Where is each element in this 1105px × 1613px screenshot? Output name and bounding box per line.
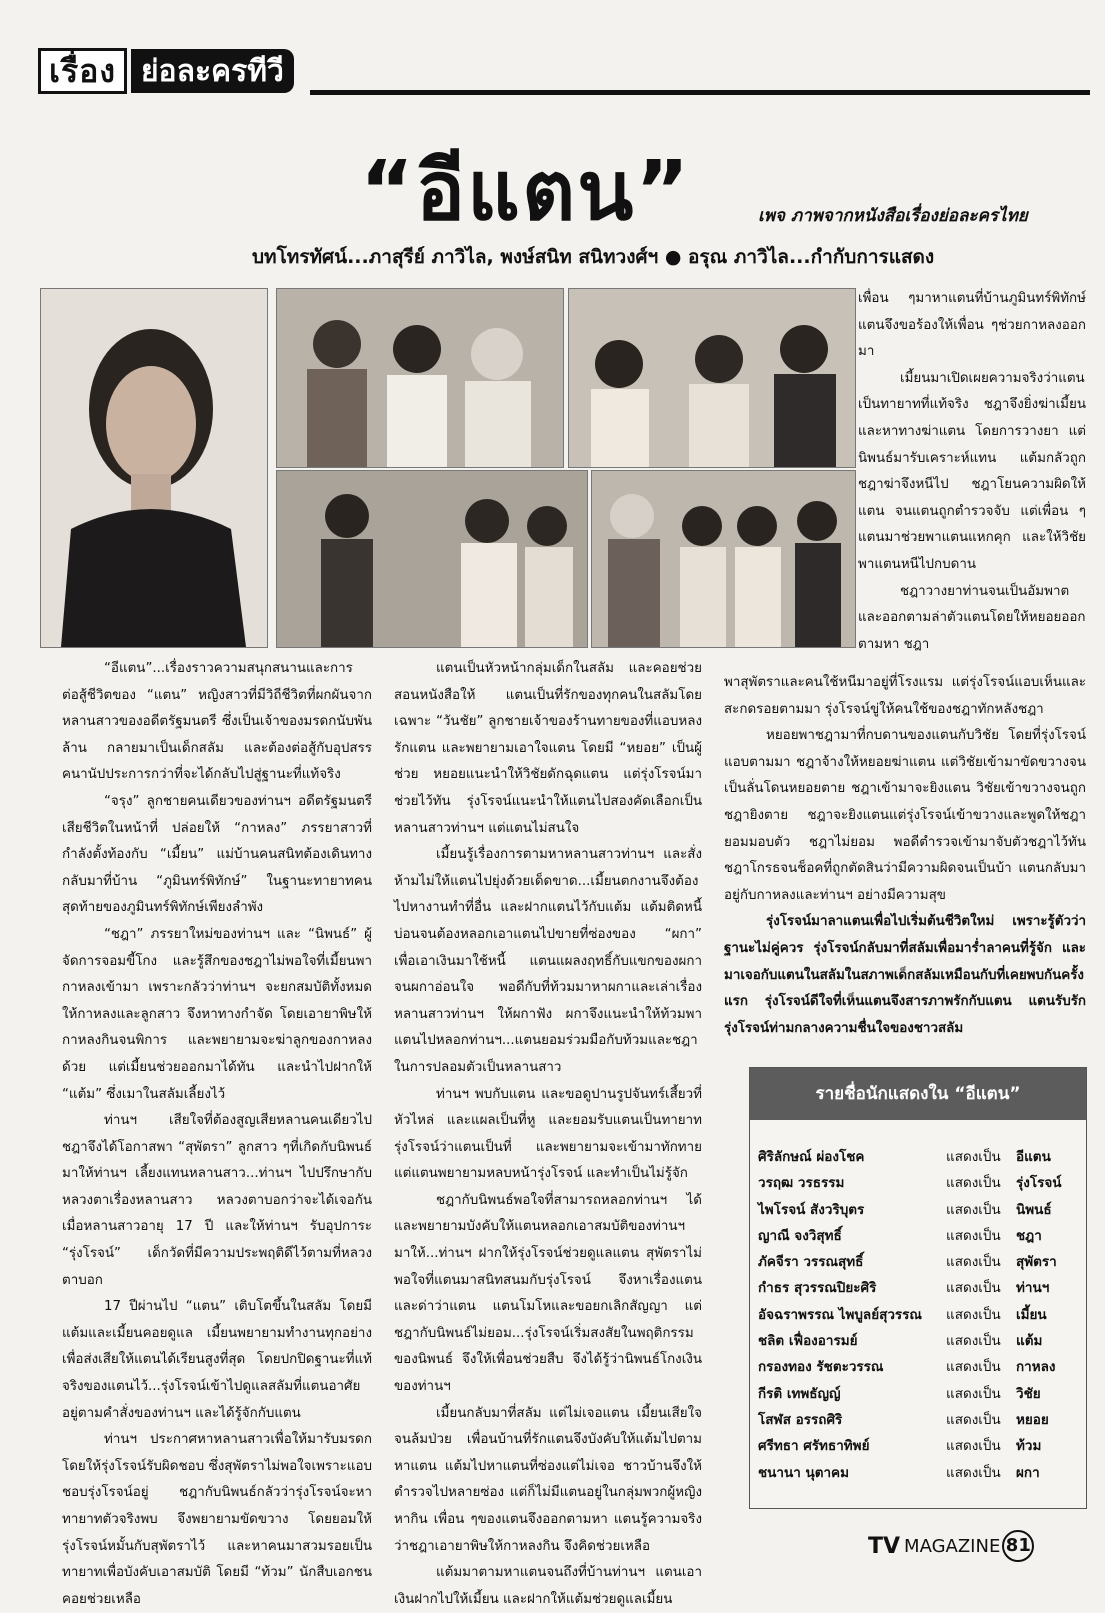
lead-actress-photo [40,288,268,648]
cast-row [758,1302,1078,1328]
cast-actor: ชลิต เฟื่องอารมย์ [758,1333,858,1350]
paragraph: ท่านฯ ประกาศหาหลานสาวเพื่อให้มารับมรดก โดยให้รุ่งโรจน์รับผิดชอบ ซึ่งสุพัตราไม่พอใจเพราะแอบชอบรุ่งโรจน์อยู่ ชฎากับนิพนธ์กลัวว่ารุ่งโรจน์จะหาทายาทตัวจริงพบ จึงพยายามขัดขวาง โดยยอมให้รุ่งโรจน์หมั้นกับสุพัตราไว้ และหาคนมาสวมรอยเป็นทายาทเพื่อบังคับเอาสมบัติ โดยมี “ท้วม” นักสืบเอกชนคอยช่วยเหลือ [62,1432,372,1607]
paragraph: ชฎาวางยาท่านจนเป็นอัมพาต และออกตามล่าตัวแตนโดยให้หยอยออกตามหา ชฎา [858,583,1086,652]
cast-plays-label: แสดงเป็น [946,1359,1001,1376]
cast-role: ท่านฯ [1016,1280,1050,1297]
cast-plays-label: แสดงเป็น [946,1411,1001,1428]
paragraph: แตนเป็นหัวหน้ากลุ่มเด็กในสลัม และคอยช่วยสอนหนังสือให้ แตนเป็นที่รักของทุกคนในสลัมโดยเฉพาะ “วันชัย” ลูกชายเจ้าของร้านทายของที่แอบหลงรักแตน และพยายามเอาใจแตน โดยมี “หยอย” เป็นผู้ช่วย หยอยแนะนำให้วิชัยดักฉุดแตน แต่รุ่งโรจน์มาช่วยไว้ทัน รุ่งโรจน์แนะนำให้แตนไปสองคัดเลือกเป็นหลานสาวท่านฯ แต่แตนไม่สนใจ [394,661,702,836]
cast-plays-label: แสดงเป็น [946,1385,1001,1402]
cast-plays-label: แสดงเป็น [946,1201,1001,1218]
paragraph: แต้มมาตามหาแตนจนถึงที่บ้านท่านฯ แตนเอาเงินฝากไปให้เมี้ยน และฝากให้แต้มช่วยดูแลเมี้ยน [394,1565,702,1607]
cast-role: กาหลง [1016,1359,1056,1376]
magazine-logo-text: MAGAZINE [904,1535,1001,1557]
cast-row [758,1275,1078,1301]
cast-role: ผกา [1016,1464,1040,1481]
paragraph: เมี้ยนกลับมาที่สลัม แต่ไม่เจอแตน เมี้ยนเสียใจจนล้มป่วย เพื่อนบ้านที่รักแตนจึงบังคับให้แต้มไปตามหาแตน แต้มไปหาแตนที่ซ่องแต่ไม่เจอ ชาวบ้านจึงให้ตำรวจไปหลายซ่อง แต่ก็ไม่มีแตนอยู่ในกลุ่มพวกผู้หญิงหากิน เพื่อน ๆของแตนจึงออกตามหา แตนรู้ความจริงว่าชฎาเอายาพิษให้กาหลงกิน จึงคิดช่วยเหลือ [394,1405,702,1554]
cast-role: ท้วม [1016,1438,1042,1455]
paragraph: ท่านฯ เสียใจที่ต้องสูญเสียหลานคนเดียวไป ชฎาจึงได้โอกาสพา “สุพัตรา” ลูกสาว ๆที่เกิดกับนิพนธ์มาให้ท่านฯ เลี้ยงแทนหลานสาว...ท่านฯ ไปปรึกษากับหลวงตาเรื่องหลานสาว หลวงตาบอกว่าจะได้เจอกันเมื่อหลานสาวอายุ 17 ปี และให้ท่านฯ รับอุปการะ “รุ่งโรจน์” เด็กวัดที่มีความประพฤติดีไว้ตามที่หลวงตาบอก [62,1113,372,1288]
cast-role: นิพนธ์ [1016,1201,1052,1218]
paragraph: พาสุพัตราและคนใช้หนีมาอยู่ที่โรงแรม แต่รุ่งโรจน์แอบเห็นและสะกดรอยตามมา รุ่งโรจน์ขู่ให้คนใช้ของชฎาทักหลังชฎา [724,675,1086,717]
photo-credit: เพจ ภาพจากหนังสือเรื่องย่อละครไทย [758,206,1028,226]
paragraph: “ชฎา” ภรรยาใหม่ของท่านฯ และ “นิพนธ์” ผู้จัดการจอมขี้โกง และรู้สึกของชฎาไม่พอใจที่เมี้ยนพากาหลงเข้ามา เพราะกลัวว่าท่านฯ จะยกสมบัติทั้งหมดให้กาหลงและลูกสาว จึงหาทางกำจัด โดยเอายาพิษให้กาหลงกินจนพิการ และพยายามจะฆ่าลูกของกาหลงด้วย แต่เมี้ยนช่วยออกมาได้ทัน และนำไปฝากให้ “แต้ม” ซึ่งเมาในสลัมเลี้ยงไว้ [62,926,372,1102]
cast-list [750,1120,1086,1486]
paragraph-emphasis: รุ่งโรจน์มาลาแตนเพื่อไปเริ่มต้นชีวิตใหม่ เพราะรู้ตัวว่าฐานะไม่คู่ควร รุ่งโรจน์กลับมาที่สลัมเพื่อมาร่ำลาคนที่รู้จัก และมาเจอกับแตนในสลัมในสภาพเด็กสลัมเหมือนกับที่เคยพบกันครั้งแรก รุ่งโรจน์ดีใจที่เห็นแตนจึงสารภาพรักกับแตน แตนรับรักรุ่งโรจน์ท่ามกลางความชื่นใจของชาวสลัม [724,914,1086,1036]
cast-row [758,1381,1078,1407]
cast-actor: กีรติ เทพธัญญ์ [758,1385,841,1402]
cast-row [758,1197,1078,1223]
page-footer [868,1530,1034,1562]
cast-plays-label: แสดงเป็น [946,1438,1001,1455]
cast-row [758,1328,1078,1354]
cast-row [758,1354,1078,1380]
cast-actor: โสฬส อรรถศิริ [758,1411,843,1428]
cast-role: หยอย [1016,1411,1049,1428]
cast-actor: กรองทอง รัชตะวรรณ [758,1359,884,1376]
cast-plays-label: แสดงเป็น [946,1227,1001,1244]
page-number: 81 [1002,1530,1034,1562]
cast-plays-label: แสดงเป็น [946,1306,1001,1323]
cast-plays-label: แสดงเป็น [946,1333,1001,1350]
article-column-right-top [858,286,1086,658]
header-rule [310,90,1090,95]
cast-role: สุพัตรา [1016,1254,1057,1271]
cast-plays-label: แสดงเป็น [946,1280,1001,1297]
paragraph: เมี้ยนรู้เรื่องการตามหาหลานสาวท่านฯ และสั่งห้ามไม่ให้แตนไปยุ่งด้วยเด็ดขาด...เมี้ยนตกงานจึงต้องไปหางานทำที่อื่น และฝากแตนไว้กับแต้ม แต้มติดหนี้บ่อนจนต้องหลอกเอาแตนไปขายที่ซ่องของ “ผกา” เพื่อเอาเงินมาใช้หนี้ แตนแผลงฤทธิ์กับแขกของผกา จนผกาอ่อนใจ พอดีกับที่ท้วมมาหาผกาและเล่าเรื่องหลานสาวท่านฯ ให้ผกาฟัง ผกาจึงแนะนำให้ท้วมพาแตนไปหลอกท่านฯ...แตนยอมร่วมมือกับท้วมและชฎาในการปลอมตัวเป็นหลานสาว [394,847,702,1075]
cast-role: รุ่งโรจน์ [1016,1175,1062,1192]
cast-role: แต้ม [1016,1333,1043,1350]
cast-photo-2 [568,288,856,468]
cast-actor: ศิริลักษณ์ ผ่องโชค [758,1149,865,1165]
cast-actor: ภัคจีรา วรรณสุทธิ์ [758,1254,864,1271]
byline: บทโทรทัศน์...ภาสุรีย์ ภาวิไล, พงษ์สนิท สนิทวงศ์ฯ ● อรุณ ภาวิไล...กำกับการแสดง [252,246,935,268]
cast-plays-label: แสดงเป็น [946,1149,1001,1165]
cast-row [758,1249,1078,1275]
cast-plays-label: แสดงเป็น [946,1254,1001,1271]
magazine-logo-tv: TV [868,1533,901,1559]
cast-role: วิชัย [1016,1385,1041,1402]
cast-list-heading: รายชื่อนักแสดงใน “อีแตน” [750,1068,1086,1120]
paragraph: หยอยพาชฎามาที่กบดานของแตนกับวิชัย โดยที่รุ่งโรจน์แอบตามมา ชฎาจ้างให้หยอยฆ่าแตน แต่วิชัยเข้ามาขัดขวางจนเป็นลั่นโดนหยอยตาย ชฎาเข้ามาจะยิงแตน วิชัยเข้าขวางจนถูกชฎายิงตาย ชฎาจะยิงแตนแต่รุ่งโรจน์เข้าขวางและพูดให้ชฎายอมมอบตัว ชฎาไม่ยอม พอดีตำรวจเข้ามาจับตัวชฎาไว้ทัน ชฎาโกรธจนช็อคที่ถูกตัดสินว่ามีความผิดจนเป็นบ้า แตนกลับมาอยู่กับกาหลงและท่านฯ อย่างมีความสุข [724,728,1086,903]
article-title: “อีแตน” [360,144,692,239]
paragraph: 17 ปีผ่านไป “แตน” เติบโตขึ้นในสลัม โดยมีแต้มและเมี้ยนคอยดูแล เมี้ยนพยายามทำงานทุกอย่างเพื่อส่งเสียให้แตนได้เรียนสูงที่สุด โดยปกปิดฐานะที่แท้จริงของแตนไว้...รุ่งโรจน์เข้าไปดูแลสลัมที่แตนอาศัยอยู่ตามคำสั่งของท่านฯ และได้รู้จักกับแตน [62,1299,372,1421]
cast-actor: ชนานา นุตาคม [758,1464,849,1481]
cast-list-box [749,1067,1087,1509]
cast-row [758,1460,1078,1486]
article-column-3 [724,670,1086,1042]
article-column-1 [62,656,372,1613]
paragraph: เพื่อน ๆมาหาแตนที่บ้านภูมินทร์พิทักษ์ แตนจึงขอร้องให้เพื่อน ๆช่วยกาหลงออกมา [858,291,1086,360]
cast-actor: ไพโรจน์ สังวริบุตร [758,1201,865,1218]
cast-actor: ศรีทธา ศรัทธาทิพย์ [758,1438,870,1455]
cast-photo-1 [276,288,564,468]
cast-photo-3 [276,470,588,648]
cast-plays-label: แสดงเป็น [946,1464,1001,1481]
cast-row [758,1144,1078,1170]
cast-actor: อัจฉราพรรณ ไพบูลย์สุวรรณ [758,1306,922,1323]
cast-actor: กำธร สุวรรณปิยะศิริ [758,1280,877,1297]
cast-photo-4 [591,470,856,648]
paragraph: ชฎากับนิพนธ์พอใจที่สามารถหลอกท่านฯ ได้ และพยายามบังคับให้แตนหลอกเอาสมบัติของท่านฯ มาให้...ท่านฯ ฝากให้รุ่งโรจน์ช่วยดูแลแตน สุพัตราไม่พอใจที่แตนมาสนิทสนมกับรุ่งโรจน์ จึงหาเรื่องแตน และด่าว่าแตน แตนโมโหและขอยกเลิกสัญญา แต่ชฎากับนิพนธ์ไม่ยอม...รุ่งโรจน์เริ่มสงสัยในพฤติกรรมของนิพนธ์ จึงให้เพื่อนช่วยสืบ จึงได้รู้ว่านิพนธ์โกงเงินของท่านฯ [394,1192,702,1395]
article-column-2 [394,656,702,1613]
cast-role: เมี้ยน [1016,1306,1047,1323]
cast-row [758,1170,1078,1196]
cast-plays-label: แสดงเป็น [946,1175,1001,1192]
section-header [38,48,294,94]
paragraph: เมี้ยนมาเปิดเผยความจริงว่าแตนเป็นทายาทที่แท้จริง ชฎาจึงยิ่งฆ่าเมี้ยนและหาทางฆ่าแตน โดยการวางยา แต่นิพนธ์มารับเคราะห์แทน แต้มกลัวถูกชฎาฆ่าจึงหนีไป ชฎาโยนความผิดให้แตน จนแตนถูกตำรวจจับ แต่เพื่อน ๆแตนมาช่วยพาแตนแหกคุก และให้วิชัยพาแตนหนีไปกบดาน [858,370,1086,572]
paragraph: ท่านฯ พบกับแตน และขอดูปานรูปจันทร์เสี้ยวที่หัวไหล่ และแผลเป็นที่หู และยอมรับแตนเป็นทายาท รุ่งโรจน์ว่าแตนเป็นที่ และพยายามจะเข้ามาทักทาย แต่แตนพยายามหลบหน้ารุ่งโรจน์ และทำเป็นไม่รู้จัก [394,1086,702,1182]
cast-row [758,1407,1078,1433]
cast-role: ชฎา [1016,1227,1042,1244]
section-label-primary: เรื่อง [38,48,127,94]
cast-row [758,1223,1078,1249]
section-label-secondary: ย่อละครทีวี [131,49,294,93]
paragraph: “อีแตน”...เรื่องราวความสนุกสนานและการต่อสู้ชีวิตของ “แตน” หญิงสาวที่มีวิถีชีวิตที่ผกผันจากหลานสาวของอดีตรัฐมนตรี ซึ่งเป็นเจ้าของมรดกนับพันล้าน กลายมาเป็นเด็กสลัม และต้องต่อสู้กับอุปสรรคนานัปประการกว่าที่จะได้กลับไปสู่ฐานะที่แท้จริง [62,661,372,783]
paragraph: “จรุง” ลูกชายคนเดียวของท่านฯ อดีตรัฐมนตรีเสียชีวิตในหน้าที่ ปล่อยให้ “กาหลง” ภรรยาสาวที่กำลังตั้งท้องกับ “เมี้ยน” แม่บ้านคนสนิทต้องเดินทางกลับมาที่บ้าน “ภูมินทร์พิทักษ์” ในฐานะทายาทคนสุดท้ายของภูมินทร์พิทักษ์เพียงลำพัง [62,793,372,916]
cast-role: อีแตน [1016,1149,1051,1165]
cast-actor: วรฤฒ วรธรรม [758,1175,845,1192]
cast-row [758,1433,1078,1459]
cast-actor: ญาณี จงวิสุทธิ์ [758,1227,842,1244]
